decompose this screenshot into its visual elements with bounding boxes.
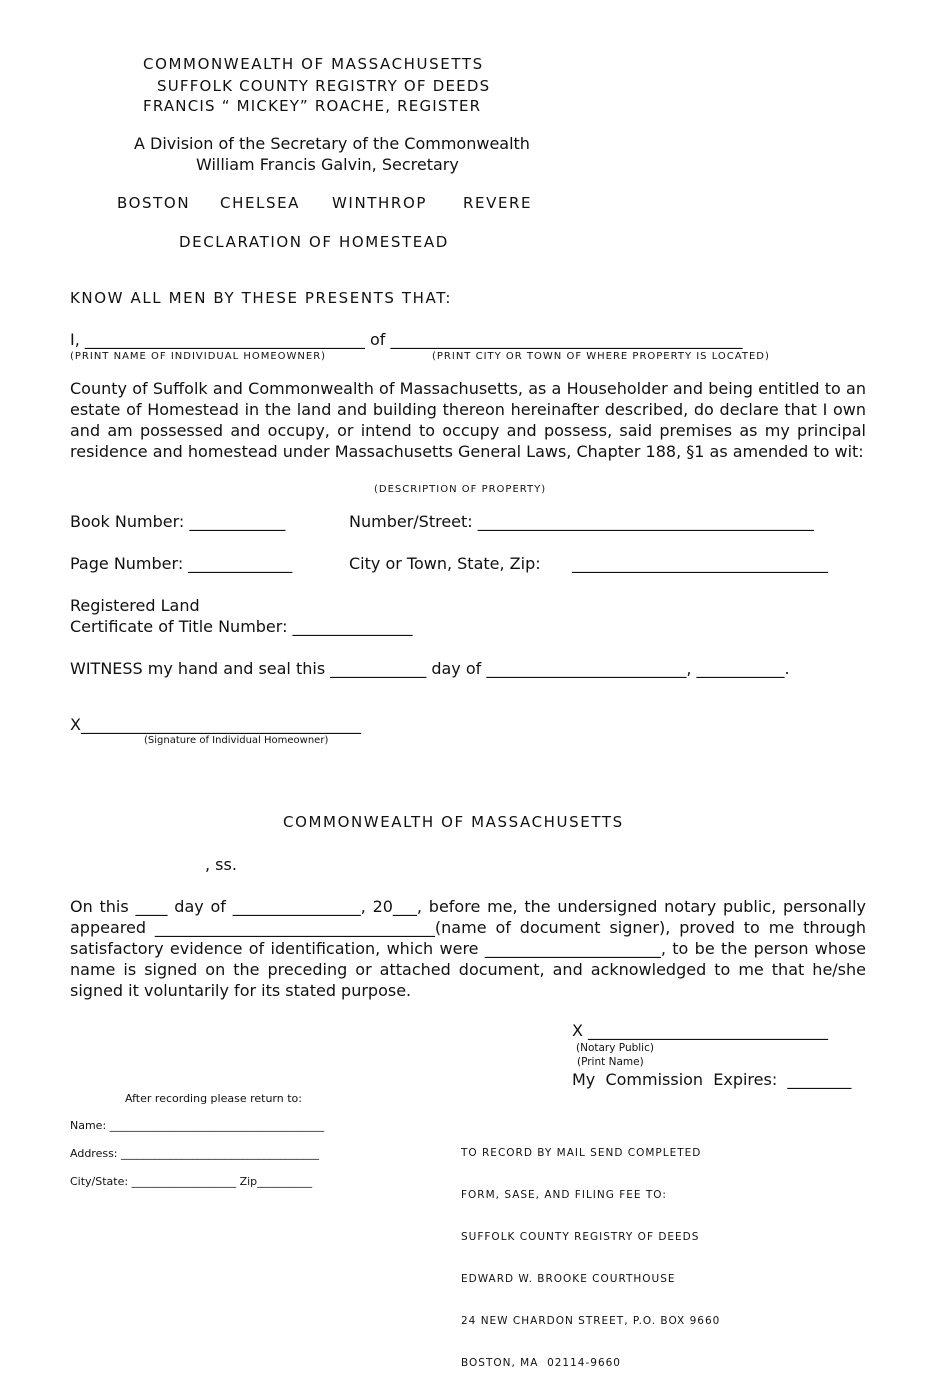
title-certificate-field[interactable]: Certificate of Title Number: _______________ — [70, 617, 413, 636]
declaration-paragraph: County of Suffolk and Commonwealth of Massachusetts, as a Householder and being entitled to an estate of Homestead in the land and building thereon hereinafter described, do declare that I own and am possessed and occupy, or intend to occupy and possess, said premises as my principal residence and homestead under Massachusetts General Laws, Chapter 188, §1 as amended to wit: — [70, 379, 866, 461]
homeowner-name-caption: (PRINT NAME OF INDIVIDUAL HOMEOWNER) — [70, 351, 327, 362]
return-name-field[interactable]: Name: _______________________________________ — [70, 1119, 325, 1132]
property-city-caption: (PRINT CITY OR TOWN OF WHERE PROPERTY IS LOCATED) — [432, 351, 770, 362]
book-number-field[interactable]: Book Number: ____________ — [70, 512, 286, 531]
property-description-caption: (DESCRIPTION OF PROPERTY) — [374, 484, 547, 495]
mail-line: TO RECORD BY MAIL SEND COMPLETED — [461, 1147, 702, 1159]
city-state-zip-label: City or Town, State, Zip: — [349, 554, 541, 573]
ss-label: , ss. — [205, 855, 237, 874]
city-revere: REVERE — [463, 194, 533, 212]
secretary-line: William Francis Galvin, Secretary — [196, 155, 459, 174]
homeowner-signature-field[interactable]: X___________________________________ — [70, 715, 361, 734]
commission-expires-field[interactable]: My Commission Expires: ________ — [572, 1070, 852, 1089]
signature-caption: (Signature of Individual Homeowner) — [144, 735, 329, 746]
return-address-field[interactable]: Address: ____________________________________ — [70, 1147, 320, 1160]
witness-line[interactable]: WITNESS my hand and seal this ____________ day of _________________________, ___________. — [70, 659, 790, 678]
notary-caption: (Notary Public) — [576, 1042, 654, 1054]
city-chelsea: CHELSEA — [220, 194, 301, 212]
registered-land-label: Registered Land — [70, 596, 200, 615]
document-title: DECLARATION OF HOMESTEAD — [179, 233, 449, 251]
page-number-field[interactable]: Page Number: _____________ — [70, 554, 293, 573]
division-line: A Division of the Secretary of the Commonwealth — [134, 134, 530, 153]
return-city-zip-field[interactable]: City/State: ___________________ Zip__________ — [70, 1175, 313, 1188]
notary-paragraph: On this ____ day of ________________, 20___, before me, the undersigned notary public, personally appeared ___________________________________(name of document signer), proved to me through satisfactory evidence of identification, which were ______________________, to be the person whose name is signed on the preceding or attached document, and acknowledged to me that he/she signed it voluntarily for its stated purpose. — [70, 897, 866, 1000]
mail-line: 24 NEW CHARDON STREET, P.O. BOX 9660 — [461, 1315, 721, 1327]
mail-line: BOSTON, MA 02114-9660 — [461, 1357, 621, 1369]
mail-line: EDWARD W. BROOKE COURTHOUSE — [461, 1273, 676, 1285]
mail-line: SUFFOLK COUNTY REGISTRY OF DEEDS — [461, 1231, 700, 1243]
header-line-register: FRANCIS “ MICKEY” ROACHE, REGISTER — [143, 97, 482, 115]
street-field[interactable]: Number/Street: __________________________________________ — [349, 512, 814, 531]
return-heading: After recording please return to: — [125, 1092, 302, 1105]
city-boston: BOSTON — [117, 194, 191, 212]
city-state-zip-field[interactable]: ________________________________ — [572, 554, 828, 573]
mail-instructions — [461, 1118, 720, 1384]
city-winthrop: WINTHROP — [332, 194, 427, 212]
header-line-commonwealth: COMMONWEALTH OF MASSACHUSETTS — [143, 55, 484, 73]
homeowner-name-field[interactable]: I, ___________________________________ of ____________________________________________ — [70, 330, 743, 349]
know-all-heading: KNOW ALL MEN BY THESE PRESENTS THAT: — [70, 289, 453, 307]
notary-signature-field[interactable]: X ______________________________ — [572, 1021, 829, 1040]
notary-heading: COMMONWEALTH OF MASSACHUSETTS — [283, 813, 624, 831]
mail-line: FORM, SASE, AND FILING FEE TO: — [461, 1189, 667, 1201]
print-name-caption: (Print Name) — [577, 1056, 644, 1068]
header-line-registry: SUFFOLK COUNTY REGISTRY OF DEEDS — [157, 77, 491, 95]
